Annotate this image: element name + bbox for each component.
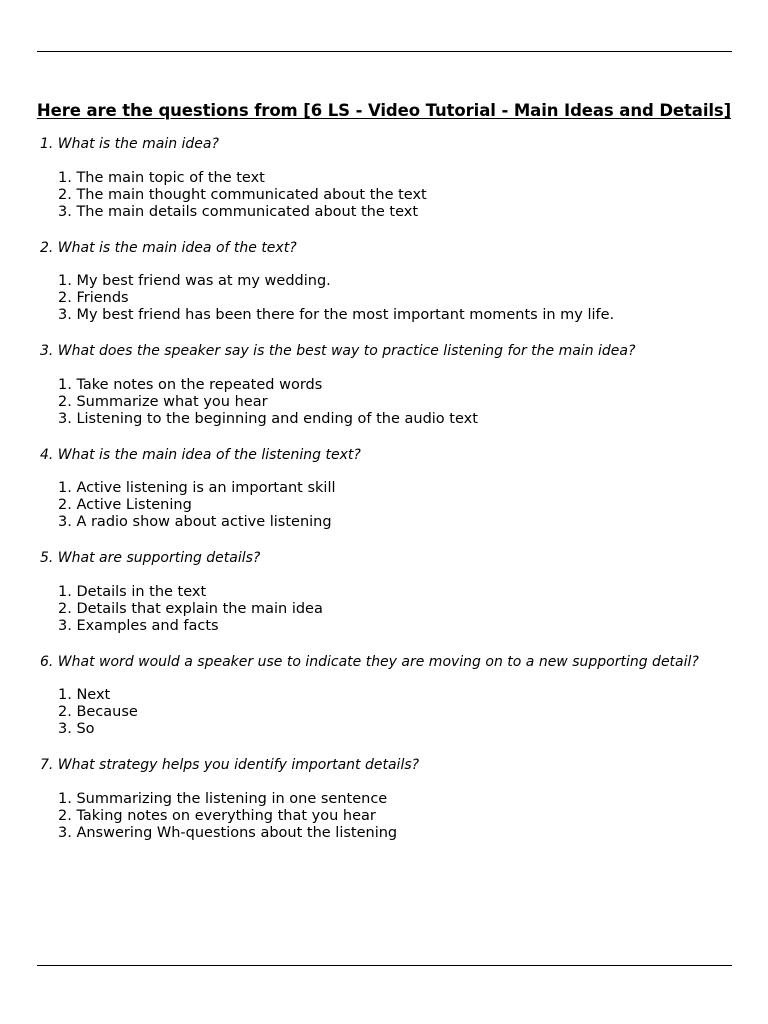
answer-option: 3. So xyxy=(58,721,95,738)
question-text: 7. What strategy helps you identify important details? xyxy=(40,757,420,773)
answer-option: 1. Active listening is an important skill xyxy=(58,480,336,496)
answer-options xyxy=(40,584,740,636)
question-list xyxy=(40,135,740,860)
answer-option: 1. The main topic of the text xyxy=(58,169,265,186)
question-text: 3. What does the speaker say is the best way to practice listening for the main idea? xyxy=(40,343,636,359)
answer-option: 1. My best friend was at my wedding. xyxy=(58,273,331,289)
answer-option: 3. Answering Wh-questions about the listening xyxy=(58,824,398,841)
answer-option: 3. My best friend has been there for the most important moments in my life. xyxy=(58,307,615,324)
bottom-divider xyxy=(37,965,732,966)
question-text: 5. What are supporting details? xyxy=(40,550,261,566)
answer-option: 2. Active Listening xyxy=(58,497,192,514)
question-5 xyxy=(40,549,740,653)
answer-option: 2. Summarize what you hear xyxy=(58,393,268,410)
answer-option: 3. Examples and facts xyxy=(58,617,219,634)
answer-options xyxy=(40,170,740,222)
question-6 xyxy=(40,653,740,757)
question-text: 2. What is the main idea of the text? xyxy=(40,239,297,256)
answer-option: 1. Take notes on the repeated words xyxy=(58,376,323,393)
question-7 xyxy=(40,756,740,860)
answer-option: 3. Listening to the beginning and ending of the audio text xyxy=(58,410,478,427)
question-text: 4. What is the main idea of the listening text? xyxy=(40,446,361,463)
answer-option: 2. Details that explain the main idea xyxy=(58,600,323,617)
answer-option: 2. The main thought communicated about the text xyxy=(58,186,427,203)
top-divider xyxy=(37,51,732,52)
answer-option: 2. Because xyxy=(58,704,138,721)
answer-options xyxy=(40,273,740,325)
answer-options xyxy=(40,687,740,739)
answer-option: 2. Friends xyxy=(58,290,129,307)
answer-options xyxy=(40,791,740,843)
question-text: 6. What word would a speaker use to indicate they are moving on to a new supporting detail? xyxy=(40,653,699,670)
answer-options xyxy=(40,480,740,532)
answer-option: 1. Details in the text xyxy=(58,583,207,600)
answer-option: 3. The main details communicated about the text xyxy=(58,203,419,220)
answer-option: 3. A radio show about active listening xyxy=(58,514,332,531)
answer-option: 1. Summarizing the listening in one sentence xyxy=(58,790,388,807)
question-3 xyxy=(40,342,740,446)
page-title: Here are the questions from [6 LS - Video Tutorial - Main Ideas and Details] xyxy=(36,101,732,120)
question-text: 1. What is the main idea? xyxy=(40,136,219,152)
answer-option: 1. Next xyxy=(58,687,111,703)
answer-option: 2. Taking notes on everything that you hear xyxy=(58,807,376,824)
question-4 xyxy=(40,446,740,550)
answer-options xyxy=(40,377,740,429)
question-1 xyxy=(40,135,740,239)
question-2 xyxy=(40,239,740,343)
